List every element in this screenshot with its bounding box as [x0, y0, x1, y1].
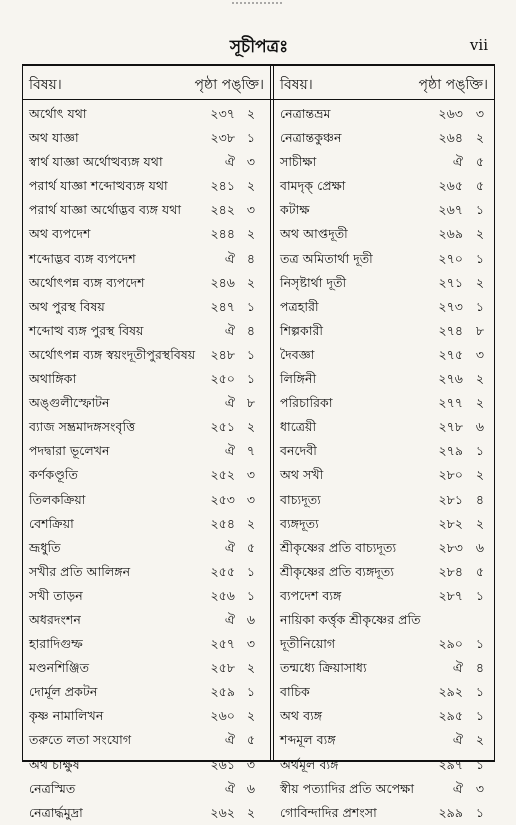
index-row: [274, 295, 494, 319]
entry-line: ৩: [246, 636, 256, 652]
entry-page: ২৪৮: [210, 346, 235, 362]
entry-line: ২: [246, 419, 256, 435]
index-row: [23, 415, 270, 439]
entry-subject: নেত্রার্দ্ধমুদ্রা: [29, 804, 83, 820]
index-row: [274, 488, 494, 512]
entry-subject: তিলকক্রিয়া: [29, 491, 86, 507]
index-row: [23, 343, 270, 367]
left-rows: [23, 102, 270, 825]
entry-page: ২৫৫: [210, 563, 235, 579]
index-row: [274, 102, 494, 126]
index-row: [274, 198, 494, 222]
right-column: [274, 66, 494, 820]
entry-subject: অথ আপ্তদূতী: [280, 226, 348, 242]
entry-subject: ব্যঙ্গদূত্য: [280, 515, 319, 531]
index-row: [274, 343, 494, 367]
entry-page: ২৫৩: [210, 491, 235, 507]
entry-subject: কটাক্ষ: [280, 202, 310, 218]
entry-line: ২: [475, 371, 485, 387]
entry-subject: পদদ্বারা ভূলেখন: [29, 443, 110, 459]
index-row: [23, 150, 270, 174]
entry-page: ২৬০: [210, 708, 235, 724]
index-row: [274, 753, 494, 777]
entry-line: ২: [246, 515, 256, 531]
entry-page: ২৯৫: [438, 708, 463, 724]
page-line-heading: পৃষ্ঠা পঙ্‌ক্তি।: [418, 77, 488, 93]
entry-subject: গোবিন্দাদির প্রশংসা: [280, 804, 377, 820]
entry-line: ১: [246, 587, 256, 603]
page-header: [24, 34, 494, 62]
entry-line: ১: [475, 684, 485, 700]
entry-page: ঐ: [224, 154, 235, 170]
index-row: [274, 174, 494, 198]
entry-subject: সাচীক্ষা: [280, 154, 317, 170]
index-row: [23, 295, 270, 319]
entry-page: ২৮৩: [438, 539, 463, 555]
entry-subject: অথ চাক্ষুষ: [29, 756, 80, 772]
entry-line: ৫: [475, 154, 485, 170]
index-row: [23, 801, 270, 825]
entry-subject: শ্রীকৃষ্ণের প্রতি বাচ্যদূত্য: [280, 539, 397, 555]
entry-subject: অর্থোৎপন্ন ব্যঙ্গ ব্যপদেশ: [29, 274, 145, 290]
entry-page: ২৩৮: [210, 130, 235, 146]
entry-page: ২৮৭: [438, 587, 463, 603]
entry-subject: শব্দোদ্ভব ব্যঙ্গ ব্যপদেশ: [29, 250, 136, 266]
index-row: [23, 271, 270, 295]
entry-page: ঐ: [224, 539, 235, 555]
entry-line: ২: [475, 467, 485, 483]
entry-line: ৩: [246, 756, 256, 772]
index-row: [274, 126, 494, 150]
index-row: [274, 150, 494, 174]
entry-line: ৩: [246, 202, 256, 218]
entry-line: ৬: [246, 611, 256, 627]
top-edge-fragment: [232, 2, 282, 10]
entry-page: ২৩৭: [210, 106, 235, 121]
subject-heading: বিষয়।: [29, 77, 62, 93]
entry-subject: ভ্রূধুতি: [29, 539, 61, 555]
entry-subject: দৈবজ্ঞা: [280, 346, 315, 362]
entry-line: ২: [475, 515, 485, 531]
index-row: [23, 247, 270, 271]
entry-line: ৫: [246, 539, 256, 555]
entry-line: ৩: [475, 780, 485, 796]
subject-heading: বিষয়।: [280, 77, 313, 93]
index-row: [23, 560, 270, 584]
entry-subject: বনদেবী: [280, 443, 317, 459]
index-row: [23, 608, 270, 632]
entry-page: ২৮২: [438, 515, 463, 531]
entry-line: ৪: [475, 660, 485, 676]
left-column-header: [23, 70, 270, 96]
entry-line: ২: [475, 732, 485, 748]
index-row: [274, 656, 494, 680]
entry-page: ২৫১: [210, 419, 235, 435]
entry-line: ৪: [246, 250, 256, 266]
entry-page: ২৫৭: [210, 636, 235, 652]
entry-page: ২৬১: [210, 756, 235, 772]
entry-line: ২: [246, 226, 256, 242]
entry-page: ২৪২: [210, 202, 235, 218]
entry-subject: অর্থোৎপন্ন ব্যঙ্গ স্বয়ংদূতীপুরস্থবিষয়: [29, 346, 196, 362]
entry-page: ২৯২: [438, 684, 463, 700]
index-row: [274, 367, 494, 391]
index-row: [23, 656, 270, 680]
entry-page: ঐ: [224, 322, 235, 338]
entry-page: ২৬৪: [438, 130, 463, 146]
entry-line: ২: [246, 274, 256, 290]
index-row: [274, 439, 494, 463]
entry-subject: বামদৃক্ প্রেক্ষা: [280, 178, 346, 194]
entry-line: ১: [475, 443, 485, 459]
entry-line: ৩: [475, 106, 485, 121]
index-row: [23, 632, 270, 656]
index-row: [23, 367, 270, 391]
entry-line: ১: [475, 587, 485, 603]
entry-subject: অর্থমূল ব্যঙ্গ: [280, 756, 339, 772]
entry-subject: কর্ণকণ্ডূতি: [29, 467, 78, 483]
index-row: [274, 728, 494, 752]
entry-line: ৩: [246, 154, 256, 170]
entry-page: ২৭৮: [438, 419, 463, 435]
index-row: [274, 801, 494, 825]
entry-subject: পরিচারিকা: [280, 395, 333, 411]
entry-line: ১: [475, 804, 485, 820]
right-rows: [274, 102, 494, 825]
index-row: [274, 415, 494, 439]
entry-page: ২৭৩: [438, 298, 463, 314]
entry-subject: শিল্পকারী: [280, 322, 324, 338]
entry-page: ২৫৯: [210, 684, 235, 700]
index-row: [274, 271, 494, 295]
entry-line: ৮: [246, 395, 256, 411]
entry-subject: হারাদিগুম্ফ: [29, 636, 83, 652]
entry-line: ১: [246, 346, 256, 362]
entry-page: ঐ: [224, 250, 235, 266]
entry-page: ২৪৬: [210, 274, 235, 290]
entry-page: ঐ: [224, 395, 235, 411]
entry-subject: তত্র অমিতার্থা দূতী: [280, 250, 373, 266]
entry-subject: ব্যাজ সম্ভ্রমাদঙ্গসংবৃত্তি: [29, 419, 136, 435]
entry-line: ১: [246, 298, 256, 314]
entry-page: ২৭৪: [438, 322, 463, 338]
entry-page: ২৬৩: [438, 106, 463, 121]
entry-line: ১: [475, 202, 485, 218]
entry-line: ১: [246, 684, 256, 700]
entry-subject: শ্রীকৃষ্ণের প্রতি ব্যঙ্গদূত্য: [280, 563, 395, 579]
index-row: [23, 463, 270, 487]
entry-line: ২: [246, 178, 256, 194]
entry-page: ২৫৪: [210, 515, 235, 531]
entry-subject: দূতীনিয়োগ: [280, 636, 336, 652]
index-row: [23, 584, 270, 608]
entry-page: ২৯৭: [438, 756, 463, 772]
entry-subject: শব্দোত্থ ব্যঙ্গ পুরস্থ বিষয়: [29, 322, 144, 338]
index-row: [274, 391, 494, 415]
index-row: [23, 439, 270, 463]
page-number: vii: [469, 36, 488, 54]
entry-subject: অঙ্গুলীস্ফোটন: [29, 395, 110, 411]
entry-line: ২: [246, 660, 256, 676]
entry-line: ১: [475, 636, 485, 652]
index-row: [274, 704, 494, 728]
entry-subject: অথ ব্যঙ্গ: [280, 708, 323, 724]
index-row: [23, 174, 270, 198]
entry-line: ১: [475, 250, 485, 266]
entry-page: ২৮৪: [438, 563, 463, 579]
entry-line: ৩: [475, 346, 485, 362]
entry-page: ঐ: [452, 780, 463, 796]
entry-line: ১: [246, 130, 256, 146]
index-row: [274, 536, 494, 560]
entry-line: ১: [246, 371, 256, 387]
index-row: [23, 102, 270, 126]
entry-subject: শব্দমূল ব্যঙ্গ: [280, 732, 336, 748]
entry-page: ২৬২: [210, 804, 235, 820]
entry-subject: নেত্রস্মিত: [29, 780, 76, 796]
entry-subject: পরার্থ যাজ্ঞা অর্থোদ্ভব ব্যঙ্গ যথা: [29, 202, 182, 218]
left-column: [23, 66, 270, 820]
entry-subject: পরার্থ যাজ্ঞা শব্দোত্থব্যঙ্গ যথা: [29, 178, 168, 194]
index-row: [23, 222, 270, 246]
entry-page: ঐ: [224, 732, 235, 748]
entry-line: ১: [475, 298, 485, 314]
entry-subject: সখী তাড়ন: [29, 587, 83, 603]
entry-subject: বাচিক: [280, 684, 310, 700]
index-row: [23, 198, 270, 222]
entry-page: ২৪১: [210, 178, 235, 194]
entry-subject: কৃষ্ণ নামালিখন: [29, 708, 104, 724]
entry-line: ৬: [246, 780, 256, 796]
page-title: সূচীপত্রঃ: [229, 37, 289, 57]
entry-subject: নেত্রান্তকুঞ্চন: [280, 130, 342, 146]
entry-line: ৫: [475, 563, 485, 579]
entry-line: ১: [475, 708, 485, 724]
entry-page: ২৬৯: [438, 226, 463, 242]
index-row: [274, 319, 494, 343]
entry-subject: পত্রহারী: [280, 298, 319, 314]
entry-line: ২: [475, 395, 485, 411]
entry-page: ২৫৮: [210, 660, 235, 676]
entry-subject: অথ যাজ্ঞা: [29, 130, 79, 146]
entry-page: ঐ: [452, 660, 463, 676]
index-table: [22, 64, 495, 820]
index-row: [23, 391, 270, 415]
entry-subject: স্বার্থ যাজ্ঞা অর্থোত্থব্যঙ্গ যথা: [29, 154, 163, 170]
entry-line: ৪: [475, 491, 485, 507]
index-row: [23, 126, 270, 150]
index-row: [23, 704, 270, 728]
entry-subject: বেশক্রিয়া: [29, 515, 74, 531]
entry-subject: অথ ব্যপদেশ: [29, 226, 91, 242]
entry-page: ২৪৭: [210, 298, 235, 314]
entry-subject: তন্মধ্যে ক্রিয়াসাধ্য: [280, 660, 367, 676]
entry-page: ২৭১: [438, 274, 463, 290]
entry-line: ২: [475, 274, 485, 290]
index-row: [23, 680, 270, 704]
entry-subject: ধাত্রেয়ী: [280, 419, 317, 435]
entry-line: ৩: [246, 467, 256, 483]
index-row: [23, 536, 270, 560]
entry-page: ২৯০: [438, 636, 463, 652]
entry-line: ১: [246, 563, 256, 579]
entry-page: ২৬৫: [438, 178, 463, 194]
entry-line: ৫: [475, 178, 485, 194]
entry-page: ২৭৯: [438, 443, 463, 459]
index-row: [23, 512, 270, 536]
index-row: [274, 680, 494, 704]
entry-subject: অথ পুরস্থ বিষয়: [29, 298, 105, 314]
entry-line: ৬: [475, 539, 485, 555]
entry-line: ১: [475, 756, 485, 772]
entry-page: ঐ: [224, 611, 235, 627]
entry-subject: নায়িকা কর্ত্তৃক শ্রীকৃষ্ণের প্রতি: [280, 611, 421, 627]
entry-page: ঐ: [224, 780, 235, 796]
entry-line: ৮: [475, 322, 485, 338]
entry-line: ৫: [246, 732, 256, 748]
entry-subject: দোর্মূল প্রকটন: [29, 684, 98, 700]
entry-subject: অর্থোৎ যথা: [29, 106, 87, 121]
entry-page: ২৮১: [438, 491, 463, 507]
entry-subject: মণ্ডনশিঞ্জিত: [29, 660, 90, 676]
index-row: [274, 560, 494, 584]
entry-page: ঐ: [452, 154, 463, 170]
entry-line: ৬: [475, 419, 485, 435]
entry-subject: স্বীয় পত্যাদির প্রতি অপেক্ষা: [280, 780, 414, 796]
entry-subject: তরুতে লতা সংযোগ: [29, 732, 132, 748]
index-row: [274, 222, 494, 246]
index-row: [274, 247, 494, 271]
entry-page: ২৪৪: [210, 226, 235, 242]
index-row: [274, 584, 494, 608]
entry-subject: ব্যপদেশ ব্যঙ্গ: [280, 587, 342, 603]
entry-line: ৭: [246, 443, 256, 459]
entry-page: ঐ: [224, 443, 235, 459]
index-row: [23, 319, 270, 343]
entry-page: ২৭৫: [438, 346, 463, 362]
entry-line: ২: [246, 106, 256, 121]
entry-line: ২: [246, 804, 256, 820]
index-row: [274, 632, 494, 656]
page-line-heading: পৃষ্ঠা পঙ্‌ক্তি।: [194, 77, 264, 93]
index-row: [274, 777, 494, 801]
entry-subject: অথাঙ্গিকা: [29, 371, 77, 387]
index-row: [23, 488, 270, 512]
entry-page: ২৮০: [438, 467, 463, 483]
entry-line: ৪: [246, 322, 256, 338]
entry-line: ২: [475, 226, 485, 242]
entry-page: ২৫২: [210, 467, 235, 483]
entry-subject: অথ সখী: [280, 467, 324, 483]
entry-line: ২: [246, 708, 256, 724]
entry-page: ২৫৬: [210, 587, 235, 603]
entry-page: ২৫০: [210, 371, 235, 387]
index-row: [274, 463, 494, 487]
entry-subject: অধরদংশন: [29, 611, 81, 627]
entry-page: ২৬৭: [438, 202, 463, 218]
entry-line: ৩: [246, 491, 256, 507]
entry-subject: নিসৃষ্টার্থা দূতী: [280, 274, 347, 290]
entry-page: ঐ: [452, 732, 463, 748]
entry-subject: নেত্রান্তভ্রম: [280, 106, 331, 121]
entry-subject: সখীর প্রতি আলিঙ্গন: [29, 563, 131, 579]
entry-line: ২: [475, 130, 485, 146]
index-row: [23, 777, 270, 801]
entry-subject: বাচ্যদূত্য: [280, 491, 321, 507]
index-row: [23, 728, 270, 752]
entry-page: ২৭৭: [438, 395, 463, 411]
index-row: [274, 608, 494, 632]
right-column-header: [274, 70, 494, 96]
index-row: [23, 753, 270, 777]
entry-page: ২৭৬: [438, 371, 463, 387]
entry-subject: লিঙ্গিনী: [280, 371, 317, 387]
entry-page: ২৭০: [438, 250, 463, 266]
entry-page: ২৯৯: [438, 804, 463, 820]
index-row: [274, 512, 494, 536]
